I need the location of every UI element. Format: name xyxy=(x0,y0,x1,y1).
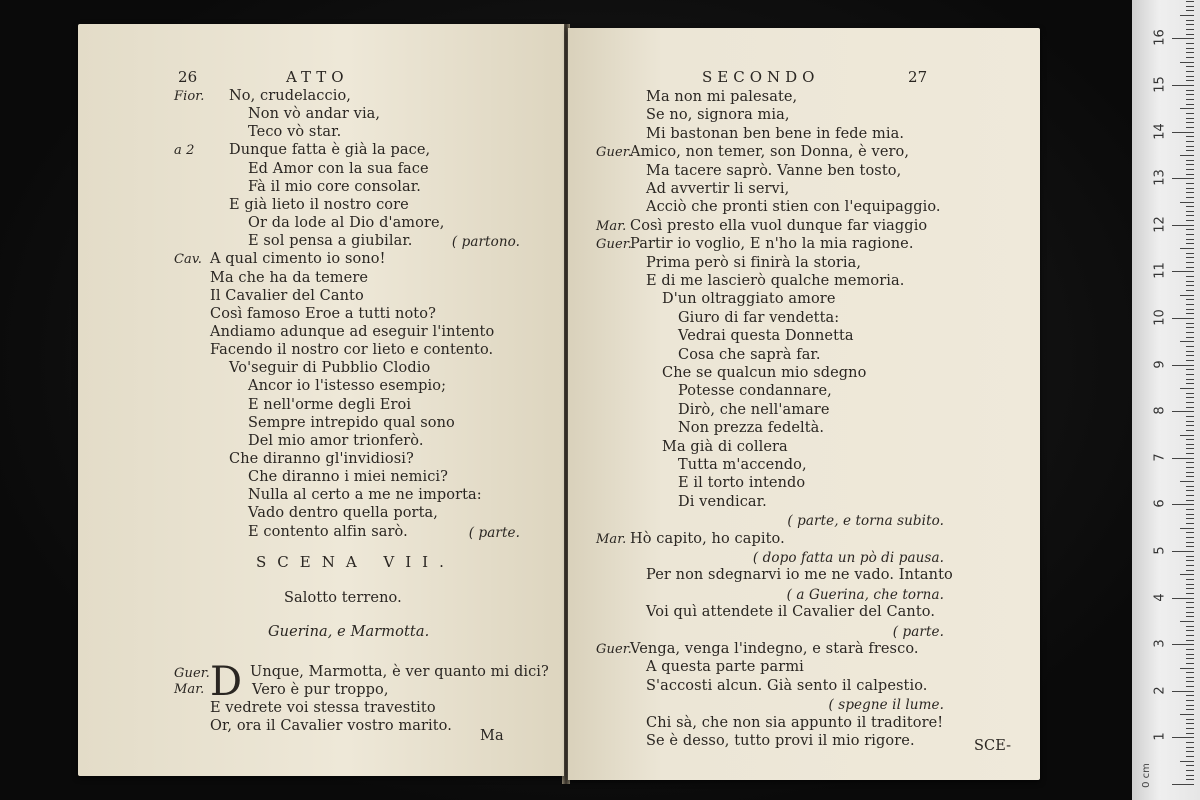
ruler-tick xyxy=(1186,532,1194,533)
ruler-tick xyxy=(1186,122,1194,123)
ruler-tick xyxy=(1180,295,1194,296)
ruler-tick xyxy=(1186,462,1194,463)
verse-line: Or da lode al Dio d'amore, xyxy=(248,215,445,232)
dialogue-line: Vero è pur troppo, xyxy=(252,682,389,698)
ruler-tick xyxy=(1186,681,1194,682)
ruler-tick xyxy=(1186,299,1194,300)
speaker-label: Mar. xyxy=(596,218,627,234)
ruler-tick xyxy=(1186,169,1194,170)
ruler-tick xyxy=(1186,472,1194,473)
verse-line: E il torto intendo xyxy=(678,475,806,492)
ruler-tick xyxy=(1186,281,1194,282)
ruler-tick xyxy=(1186,211,1194,212)
ruler-tick xyxy=(1180,574,1194,575)
ruler-number: 16 xyxy=(1152,29,1168,47)
verse-line: Teco vò star. xyxy=(248,124,342,141)
ruler-tick xyxy=(1186,635,1194,636)
verse-line: Di vendicar. xyxy=(678,493,767,510)
ruler-tick xyxy=(1186,393,1194,394)
ruler-tick xyxy=(1186,57,1194,58)
ruler-tick xyxy=(1186,234,1194,235)
ruler-tick xyxy=(1186,775,1194,776)
verse-line: Nulla al certo a me ne importa: xyxy=(248,487,482,504)
ruler-tick xyxy=(1186,500,1194,501)
ruler-tick xyxy=(1186,355,1194,356)
ruler-tick xyxy=(1186,407,1194,408)
ruler-tick xyxy=(1186,593,1194,594)
ruler-tick xyxy=(1172,365,1194,366)
ruler-number: 10 xyxy=(1152,309,1168,326)
ruler-tick xyxy=(1186,192,1194,193)
ruler-number: 4 xyxy=(1152,592,1168,602)
ruler-tick xyxy=(1186,323,1194,324)
ruler-tick xyxy=(1186,537,1194,538)
stage-direction: ( partono. xyxy=(451,234,520,251)
ruler-tick xyxy=(1186,523,1194,524)
speaker-label: Guer. xyxy=(596,642,632,657)
verse-line: Tutta m'accendo, xyxy=(678,457,807,473)
scene-heading: SCENA VII. xyxy=(256,553,455,571)
ruler-number: 11 xyxy=(1152,262,1168,280)
ruler-tick xyxy=(1186,304,1194,305)
ruler-tick xyxy=(1186,229,1194,230)
ruler-tick xyxy=(1186,215,1194,216)
ruler-tick xyxy=(1186,607,1194,608)
ruler-tick xyxy=(1186,327,1194,328)
ruler-tick xyxy=(1186,751,1194,752)
speaker-label: Mar. xyxy=(596,531,627,547)
ruler-number: 12 xyxy=(1152,216,1168,233)
ruler-tick xyxy=(1186,220,1194,221)
verse-line: Vo'seguir di Pubblio Clodio xyxy=(229,360,431,377)
ruler-tick xyxy=(1186,141,1194,142)
ruler-tick xyxy=(1186,742,1194,743)
stage-direction: ( parte. xyxy=(468,524,520,541)
ruler-tick xyxy=(1186,630,1194,631)
ruler-number: 15 xyxy=(1152,76,1168,93)
verse-line: E contento alfin sarò. xyxy=(248,523,408,540)
stage-direction: ( a Guerina, che torna. xyxy=(786,586,944,603)
stage-direction: ( parte. xyxy=(892,623,944,640)
verse-line: Giuro di far vendetta: xyxy=(678,309,840,326)
ruler-unit-label: 0 cm xyxy=(1140,763,1152,788)
ruler-tick xyxy=(1186,94,1194,95)
ruler-tick xyxy=(1186,99,1194,100)
verse-line: Il Cavalier del Canto xyxy=(210,287,364,304)
verse-line: Ad avvertir li servi, xyxy=(646,181,790,197)
ruler-tick xyxy=(1186,262,1194,263)
ruler-tick xyxy=(1186,34,1194,35)
ruler-tick xyxy=(1180,341,1194,342)
verse-line: Sempre intrepido qual sono xyxy=(248,414,455,431)
verse-line: Così presto ella vuol dunque far viaggio xyxy=(630,217,928,234)
ruler-number: 5 xyxy=(1152,546,1168,555)
right-page xyxy=(568,28,1040,780)
verse-line: Non prezza fedeltà. xyxy=(678,420,825,437)
left-page xyxy=(78,24,564,776)
ruler-tick xyxy=(1186,542,1194,543)
speaker-label: Fior. xyxy=(174,89,205,104)
ruler-tick xyxy=(1186,351,1194,352)
ruler-tick xyxy=(1186,206,1194,207)
ruler-tick xyxy=(1186,616,1194,617)
ruler-number: 1 xyxy=(1152,732,1168,742)
verse-line: Cosa che saprà far. xyxy=(678,346,821,363)
ruler-tick xyxy=(1186,1,1194,2)
ruler-tick xyxy=(1186,649,1194,650)
ruler-tick xyxy=(1186,588,1194,589)
ruler-tick xyxy=(1186,476,1194,477)
ruler-tick xyxy=(1186,444,1194,445)
ruler-tick xyxy=(1180,528,1194,529)
verse-line: Vado dentro quella porta, xyxy=(248,505,438,522)
verse-line: Fà il mio core consolar. xyxy=(248,178,421,195)
ruler-tick xyxy=(1186,579,1194,580)
ruler-tick xyxy=(1172,458,1194,459)
verse-line: Voi quì attendete il Cavalier del Canto. xyxy=(646,604,936,621)
ruler-tick xyxy=(1186,495,1194,496)
ruler-tick xyxy=(1186,546,1194,547)
ruler-tick xyxy=(1172,132,1194,133)
verse-line: Dirò, che nell'amare xyxy=(678,401,830,418)
ruler-tick xyxy=(1186,509,1194,510)
ruler-tick xyxy=(1186,723,1194,724)
ruler-tick xyxy=(1180,621,1194,622)
verse-line: Che se qualcun mio sdegno xyxy=(662,365,867,381)
ruler-tick xyxy=(1186,24,1194,25)
verse-line: E sol pensa a giubilar. xyxy=(248,233,413,250)
ruler-number: 9 xyxy=(1152,359,1168,369)
verse-line: E già lieto il nostro core xyxy=(229,196,409,213)
ruler-tick xyxy=(1186,397,1194,398)
dialogue-line: Unque, Marmotta, è ver quanto mi dici? xyxy=(250,664,549,680)
verse-line: Venga, venga l'indegno, e starà fresco. xyxy=(630,641,919,657)
catchword: SCE- xyxy=(974,738,1012,754)
dialogue-line: E vedrete voi stessa travestito xyxy=(210,700,436,716)
ruler-tick xyxy=(1180,761,1194,762)
ruler-tick xyxy=(1186,136,1194,137)
verse-line: A questa parte parmi xyxy=(646,659,804,676)
ruler-tick xyxy=(1186,188,1194,189)
ruler-tick xyxy=(1186,602,1194,603)
ruler-tick xyxy=(1186,709,1194,710)
ruler-tick xyxy=(1186,374,1194,375)
ruler-tick xyxy=(1186,276,1194,277)
ruler-tick xyxy=(1186,700,1194,701)
ruler-tick xyxy=(1186,146,1194,147)
ruler-tick xyxy=(1186,183,1194,184)
ruler-tick xyxy=(1186,672,1194,673)
ruler-tick xyxy=(1186,765,1194,766)
verse-line: Vedrai questa Donnetta xyxy=(678,328,854,345)
ruler-tick xyxy=(1172,504,1194,505)
ruler-number: 6 xyxy=(1152,499,1168,509)
verse-line: Amico, non temer, son Donna, è vero, xyxy=(630,144,910,161)
ruler-tick xyxy=(1180,155,1194,156)
verse-line: Mi bastonan ben bene in fede mia. xyxy=(646,125,905,142)
ruler-tick xyxy=(1180,481,1194,482)
ruler-tick xyxy=(1186,728,1194,729)
speaker-label: Guer. xyxy=(174,666,210,681)
speaker-label: Guer. xyxy=(596,145,632,161)
ruler-tick xyxy=(1172,691,1194,692)
ruler-tick xyxy=(1186,677,1194,678)
ruler-tick xyxy=(1186,560,1194,561)
ruler-tick xyxy=(1186,425,1194,426)
ruler-tick xyxy=(1186,197,1194,198)
ruler-tick xyxy=(1186,150,1194,151)
ruler-tick xyxy=(1180,108,1194,109)
ruler-tick xyxy=(1180,435,1194,436)
speaker-label: Guer. xyxy=(596,237,632,253)
open-book xyxy=(78,24,1044,786)
ruler-tick xyxy=(1186,66,1194,67)
verse-line: Ma che ha da temere xyxy=(210,269,369,286)
ruler-tick xyxy=(1172,225,1194,226)
ruler-tick xyxy=(1186,379,1194,380)
verse-line: Dunque fatta è già la pace, xyxy=(229,142,431,159)
ruler-tick xyxy=(1186,43,1194,44)
ruler-tick xyxy=(1186,486,1194,487)
ruler-tick xyxy=(1186,360,1194,361)
ruler-tick xyxy=(1186,467,1194,468)
ruler-tick xyxy=(1186,309,1194,310)
ruler-tick xyxy=(1172,85,1194,86)
ruler-tick xyxy=(1186,160,1194,161)
ruler-tick xyxy=(1186,52,1194,53)
verse-line: Prima però si finirà la storia, xyxy=(646,254,862,271)
ruler-tick xyxy=(1186,658,1194,659)
scene-characters: Guerina, e Marmotta. xyxy=(268,624,430,640)
ruler-tick xyxy=(1186,253,1194,254)
ruler-tick xyxy=(1186,518,1194,519)
ruler-tick xyxy=(1186,29,1194,30)
ruler-tick xyxy=(1186,369,1194,370)
scene-setting: Salotto terreno. xyxy=(284,590,402,606)
verse-line: Non vò andar via, xyxy=(248,106,381,123)
ruler-tick xyxy=(1186,779,1194,780)
speaker-label: a 2 xyxy=(174,143,195,159)
verse-line: E di me lascierò qualche memoria. xyxy=(646,273,905,289)
ruler-tick xyxy=(1172,411,1194,412)
ruler-tick xyxy=(1172,178,1194,179)
ruler-tick xyxy=(1186,174,1194,175)
ruler-tick xyxy=(1186,770,1194,771)
verse-line: Facendo il nostro cor lieto e contento. xyxy=(210,342,494,359)
ruler-tick xyxy=(1186,90,1194,91)
ruler-tick xyxy=(1172,271,1194,272)
ruler-tick xyxy=(1186,640,1194,641)
verse-line: Partir io voglio, E n'ho la mia ragione. xyxy=(630,236,914,253)
ruler-tick xyxy=(1186,313,1194,314)
ruler-tick xyxy=(1186,421,1194,422)
ruler-tick xyxy=(1180,248,1194,249)
verse-line: Per non sdegnarvi io me ne vado. Intanto xyxy=(646,567,953,584)
ruler-tick xyxy=(1186,453,1194,454)
ruler-tick xyxy=(1186,756,1194,757)
ruler-tick xyxy=(1186,337,1194,338)
ruler-tick xyxy=(1186,430,1194,431)
ruler-tick xyxy=(1172,737,1194,738)
ruler-tick xyxy=(1186,686,1194,687)
ruler-tick xyxy=(1186,747,1194,748)
ruler-tick xyxy=(1172,318,1194,319)
ruler-tick xyxy=(1186,20,1194,21)
ruler-tick xyxy=(1180,714,1194,715)
ruler-tick xyxy=(1186,626,1194,627)
verse-line: Ma non mi palesate, xyxy=(646,89,798,105)
verse-line: Del mio amor trionferò. xyxy=(248,432,424,449)
ruler-tick xyxy=(1186,584,1194,585)
ruler-tick xyxy=(1186,570,1194,571)
ruler-tick xyxy=(1186,514,1194,515)
verse-line: Ancor io l'istesso esempio; xyxy=(248,378,447,395)
ruler-number: 13 xyxy=(1152,169,1168,186)
verse-line: Così famoso Eroe a tutti noto? xyxy=(210,305,436,322)
ruler-tick xyxy=(1180,202,1194,203)
running-head: SECONDO xyxy=(702,68,820,86)
verse-line: Potesse condannare, xyxy=(678,383,832,400)
ruler-tick xyxy=(1186,127,1194,128)
stage-direction: ( dopo fatta un pò di pausa. xyxy=(752,550,944,566)
verse-line: Che diranno i miei nemici? xyxy=(248,469,449,486)
ruler-tick xyxy=(1186,556,1194,557)
verse-line: Ma già di collera xyxy=(662,438,788,455)
ruler-tick xyxy=(1180,15,1194,16)
speaker-label: Mar. xyxy=(174,682,205,697)
ruler-tick xyxy=(1172,38,1194,39)
ruler-number: 7 xyxy=(1152,453,1168,462)
ruler-tick xyxy=(1180,388,1194,389)
measuring-ruler xyxy=(1132,0,1200,800)
ruler-tick xyxy=(1172,644,1194,645)
ruler-tick xyxy=(1186,565,1194,566)
verse-line: Acciò che pronti stien con l'equipaggio. xyxy=(646,199,941,216)
running-head: ATTO xyxy=(286,68,349,86)
ruler-tick xyxy=(1172,598,1194,599)
verse-line: Ed Amor con la sua face xyxy=(248,160,429,177)
ruler-tick xyxy=(1186,164,1194,165)
ruler-tick xyxy=(1186,243,1194,244)
ruler-number: 3 xyxy=(1152,639,1168,648)
ruler-tick xyxy=(1186,346,1194,347)
ruler-tick xyxy=(1186,118,1194,119)
catchword: Ma xyxy=(480,728,504,744)
stage-direction: ( spegne il lume. xyxy=(828,697,944,714)
verse-line: No, crudelaccio, xyxy=(229,88,351,104)
ruler-number: 14 xyxy=(1152,122,1168,140)
verse-line: S'accosti alcun. Già sento il calpestio. xyxy=(646,677,928,694)
page-number: 26 xyxy=(178,68,198,86)
verse-line: Che diranno gl'invidiosi? xyxy=(229,451,414,467)
ruler-tick xyxy=(1172,551,1194,552)
ruler-tick xyxy=(1186,290,1194,291)
ruler-tick xyxy=(1186,695,1194,696)
ruler-tick xyxy=(1186,416,1194,417)
verse-line: D'un oltraggiato amore xyxy=(662,291,836,308)
ruler-tick xyxy=(1186,448,1194,449)
verse-line: Chi sà, che non sia appunto il traditore! xyxy=(646,714,944,731)
verse-line: Andiamo adunque ad eseguir l'intento xyxy=(210,323,495,340)
dialogue-line: Or, ora il Cavalier vostro marito. xyxy=(210,718,452,734)
ruler-tick xyxy=(1172,784,1194,785)
ruler-tick xyxy=(1186,490,1194,491)
ruler-tick xyxy=(1186,267,1194,268)
verse-line: Se è desso, tutto provi il mio rigore. xyxy=(646,733,915,749)
ruler-tick xyxy=(1186,239,1194,240)
ruler-tick xyxy=(1186,719,1194,720)
ruler-tick xyxy=(1186,257,1194,258)
verse-line: A qual cimento io sono! xyxy=(210,251,386,268)
ruler-tick xyxy=(1186,383,1194,384)
ruler-tick xyxy=(1186,285,1194,286)
ruler-tick xyxy=(1180,62,1194,63)
ruler-tick xyxy=(1186,612,1194,613)
ruler-tick xyxy=(1186,6,1194,7)
ruler-number: 2 xyxy=(1152,686,1168,695)
ruler-tick xyxy=(1186,113,1194,114)
ruler-tick xyxy=(1186,104,1194,105)
stage-direction: ( parte, e torna subito. xyxy=(787,513,944,530)
ruler-tick xyxy=(1186,71,1194,72)
ruler-tick xyxy=(1186,654,1194,655)
speaker-label: Cav. xyxy=(174,252,203,268)
ruler-number: 8 xyxy=(1152,406,1168,415)
drop-cap: D xyxy=(210,659,243,705)
page-number: 27 xyxy=(908,68,928,86)
ruler-tick xyxy=(1186,663,1194,664)
verse-line: E nell'orme degli Eroi xyxy=(248,396,412,413)
ruler-tick xyxy=(1186,733,1194,734)
ruler-tick xyxy=(1186,439,1194,440)
ruler-tick xyxy=(1186,80,1194,81)
ruler-tick xyxy=(1186,332,1194,333)
ruler-tick xyxy=(1186,10,1194,11)
verse-line: Hò capito, ho capito. xyxy=(630,530,785,547)
ruler-tick xyxy=(1186,76,1194,77)
ruler-tick xyxy=(1186,48,1194,49)
ruler-tick xyxy=(1180,668,1194,669)
ruler-tick xyxy=(1186,705,1194,706)
verse-line: Ma tacere saprò. Vanne ben tosto, xyxy=(646,162,902,179)
ruler-tick xyxy=(1186,402,1194,403)
verse-line: Se no, signora mia, xyxy=(646,107,790,124)
